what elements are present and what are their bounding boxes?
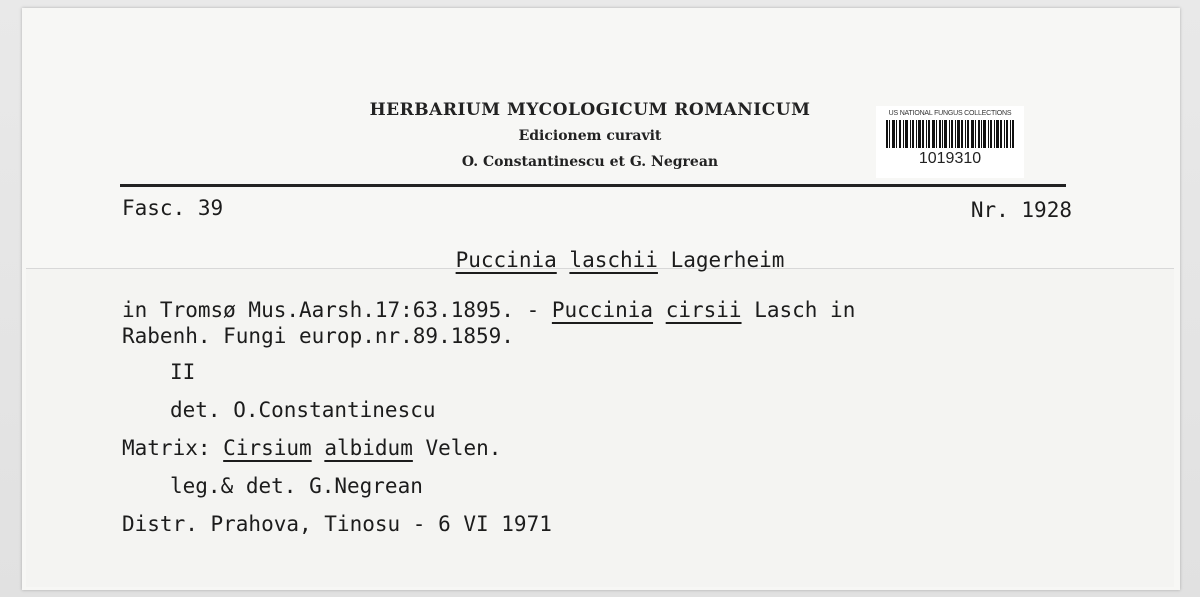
barcode-icon: [886, 120, 1014, 148]
header-divider: [120, 184, 1066, 187]
matrix-line: [122, 436, 501, 460]
host-species: albidum: [324, 436, 413, 460]
fascicle-number: Fasc. 39: [122, 196, 224, 220]
citation-prefix: in Tromsø Mus.Aarsh.17:63.1895. -: [122, 298, 552, 322]
taxon-name: [0, 248, 1200, 272]
herbarium-title: HERBARIUM MYCOLOGICUM ROMANICUM: [369, 100, 811, 120]
citation-suffix: Lasch in: [754, 298, 856, 322]
citation-line-2: Rabenh. Fungi europ.nr.89.1859.: [122, 324, 514, 348]
host-author: Velen.: [425, 436, 502, 460]
determiner: det. O.Constantinescu: [170, 398, 436, 422]
taxon-genus: Puccinia: [455, 248, 557, 272]
synonym-species: cirsii: [665, 298, 742, 322]
host-genus: Cirsium: [223, 436, 312, 460]
herbarium-authors: O. Constantinescu et G. Negrean: [461, 154, 719, 170]
barcode-caption: US NATIONAL FUNGUS COLLECTIONS: [888, 110, 1012, 117]
barcode-number: 1019310: [918, 150, 982, 167]
spore-stage: II: [170, 360, 196, 384]
locality-date: Distr. Prahova, Tinosu - 6 VI 1971: [122, 512, 552, 536]
matrix-prefix: Matrix:: [122, 436, 211, 460]
taxon-author: Lagerheim: [670, 248, 785, 272]
specimen-number: Nr. 1928: [970, 198, 1072, 222]
herbarium-subtitle: Edicionem curavit: [518, 128, 662, 144]
synonym-genus: Puccinia: [551, 298, 654, 322]
citation-line-1: [122, 298, 855, 322]
collector: leg.& det. G.Negrean: [170, 474, 423, 498]
barcode-sticker: [876, 106, 1024, 178]
taxon-species: laschii: [569, 248, 658, 272]
